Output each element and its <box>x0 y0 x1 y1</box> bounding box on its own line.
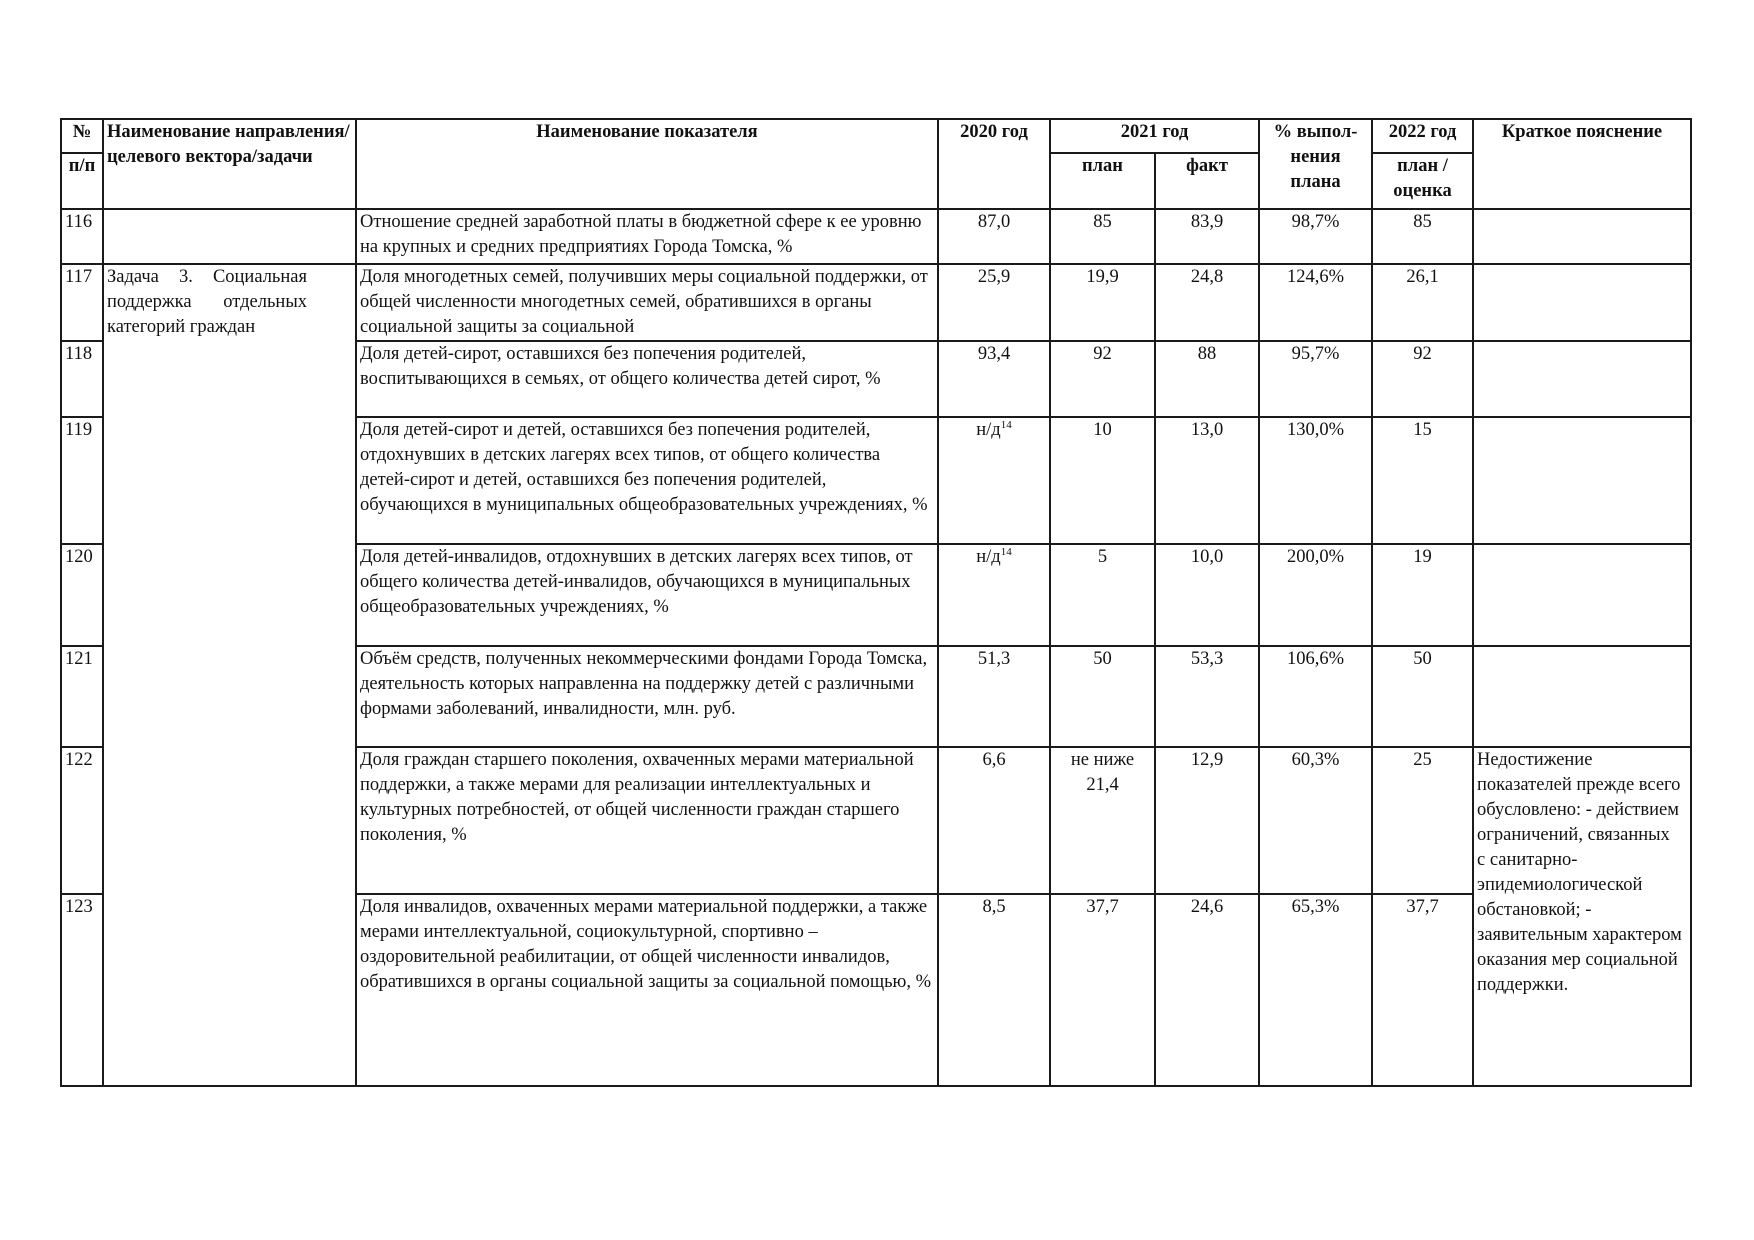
header-direction: Наименование направления/целевого вектора/задачи <box>103 119 356 209</box>
row-number: 121 <box>61 646 103 747</box>
header-2021: 2021 год <box>1050 119 1259 153</box>
plan-2022: 25 <box>1372 747 1473 894</box>
plan-2022: 19 <box>1372 544 1473 646</box>
direction-cell-empty <box>103 209 356 264</box>
plan-2022: 85 <box>1372 209 1473 264</box>
value-2020: 93,4 <box>938 341 1050 417</box>
row-number: 116 <box>61 209 103 264</box>
value-2020 <box>938 417 1050 544</box>
header-num-line2: п/п <box>61 153 103 209</box>
header-note: Краткое пояснение <box>1473 119 1691 209</box>
fact-2021: 88 <box>1155 341 1259 417</box>
value-2020: 6,6 <box>938 747 1050 894</box>
note-cell-empty <box>1473 209 1691 264</box>
indicator-name: Доля детей-инвалидов, отдохнувших в детских лагерях всех типов, от общего количества детей-инвалидов, обучающихся в муниципальных общеобразовательных учреждениях, % <box>356 544 938 646</box>
plan-2022: 15 <box>1372 417 1473 544</box>
fact-2021: 24,6 <box>1155 894 1259 1086</box>
percent-done: 106,6% <box>1259 646 1372 747</box>
table-body <box>61 209 1691 1086</box>
plan-2021-text: не ниже 21,4 <box>1070 750 1135 795</box>
header-2020: 2020 год <box>938 119 1050 209</box>
indicator-name: Доля детей-сирот, оставшихся без попечения родителей, воспитывающихся в семьях, от общего количества детей сирот, % <box>356 341 938 417</box>
plan-2021 <box>1050 747 1155 894</box>
row-number: 118 <box>61 341 103 417</box>
indicator-name: Объём средств, полученных некоммерческими фондами Города Томска, деятельность которых направленна на поддержку детей с различными формами заболеваний, инвалидности, млн. руб. <box>356 646 938 747</box>
percent-done: 130,0% <box>1259 417 1372 544</box>
fact-2021: 12,9 <box>1155 747 1259 894</box>
footnote-ref: 14 <box>1000 418 1012 431</box>
row-number: 122 <box>61 747 103 894</box>
plan-2022: 50 <box>1372 646 1473 747</box>
percent-done: 98,7% <box>1259 209 1372 264</box>
value-2020: 8,5 <box>938 894 1050 1086</box>
header-2022: 2022 год <box>1372 119 1473 153</box>
header-2021-fact: факт <box>1155 153 1259 209</box>
percent-done: 200,0% <box>1259 544 1372 646</box>
fact-2021: 13,0 <box>1155 417 1259 544</box>
plan-2021: 50 <box>1050 646 1155 747</box>
value-2020: 87,0 <box>938 209 1050 264</box>
plan-2022: 37,7 <box>1372 894 1473 1086</box>
percent-done: 60,3% <box>1259 747 1372 894</box>
indicator-text: Доля многодетных семей, получивших меры социальной поддержки, от общей численности многодетных семей, обратившихся в органы социальной защиты за социальной <box>360 267 928 337</box>
header-num-line1: № <box>61 119 103 153</box>
note-cell-empty <box>1473 341 1691 417</box>
indicators-table <box>60 118 1692 1087</box>
fact-2021: 83,9 <box>1155 209 1259 264</box>
plan-2022: 26,1 <box>1372 264 1473 341</box>
percent-done: 124,6% <box>1259 264 1372 341</box>
plan-2021: 19,9 <box>1050 264 1155 341</box>
header-2021-plan: план <box>1050 153 1155 209</box>
task-3-label: Задача 3. Социальная поддержка отдельных категорий граждан <box>107 267 307 337</box>
value-2020: 25,9 <box>938 264 1050 341</box>
indicator-name <box>356 264 938 341</box>
row-number: 119 <box>61 417 103 544</box>
plan-2021: 92 <box>1050 341 1155 417</box>
header-2022-plan-estimate: план / оценка <box>1372 153 1473 209</box>
note-cell-empty <box>1473 264 1691 341</box>
header-percent: % выпол-нения плана <box>1259 119 1372 209</box>
fact-2021: 24,8 <box>1155 264 1259 341</box>
percent-done: 65,3% <box>1259 894 1372 1086</box>
value-2020-text: н/д <box>976 547 1001 567</box>
fact-2021: 53,3 <box>1155 646 1259 747</box>
note-cell-empty <box>1473 646 1691 747</box>
header-indicator: Наименование показателя <box>356 119 938 209</box>
footnote-ref: 14 <box>1000 545 1012 558</box>
indicator-name: Доля детей-сирот и детей, оставшихся без попечения родителей, отдохнувших в детских лагерях всех типов, от общего количества детей-сирот и детей, оставшихся без попечения родителей, обучающихся в муниципальных общеобразовательных учреждениях, % <box>356 417 938 544</box>
value-2020 <box>938 544 1050 646</box>
plan-2021: 85 <box>1050 209 1155 264</box>
plan-2021: 37,7 <box>1050 894 1155 1086</box>
plan-2021: 5 <box>1050 544 1155 646</box>
value-2020: 51,3 <box>938 646 1050 747</box>
fact-2021: 10,0 <box>1155 544 1259 646</box>
note-cell-empty <box>1473 544 1691 646</box>
indicator-name: Доля инвалидов, охваченных мерами материальной поддержки, а также мерами интеллектуальной, социокультурной, спортивно – оздоровительной реабилитации, от общей численности инвалидов, обратившихся в органы социальной защиты за социальной помощью, % <box>356 894 938 1086</box>
table-row <box>61 264 1691 341</box>
note-cell-empty <box>1473 417 1691 544</box>
row-number: 123 <box>61 894 103 1086</box>
plan-2021: 10 <box>1050 417 1155 544</box>
note-text: Недостижение показателей прежде всего обусловлено: - действием ограничений, связанных с санитарно-эпидемиологической обстановкой; - заявительным характером оказания мер социальной поддержки. <box>1477 750 1682 995</box>
indicator-name: Доля граждан старшего поколения, охваченных мерами материальной поддержки, а также мерами для реализации интеллектуальных и культурных потребностей, от общей численности граждан старшего поколения, % <box>356 747 938 894</box>
indicator-name: Отношение средней заработной платы в бюджетной сфере к ее уровню на крупных и средних предприятиях Города Томска, % <box>356 209 938 264</box>
table-header <box>61 119 1691 209</box>
note-cell <box>1473 747 1691 1086</box>
value-2020-text: н/д <box>976 420 1001 440</box>
row-number: 120 <box>61 544 103 646</box>
task-3-cell <box>103 264 356 1086</box>
plan-2022: 92 <box>1372 341 1473 417</box>
percent-done: 95,7% <box>1259 341 1372 417</box>
table-row <box>61 209 1691 264</box>
row-number: 117 <box>61 264 103 341</box>
